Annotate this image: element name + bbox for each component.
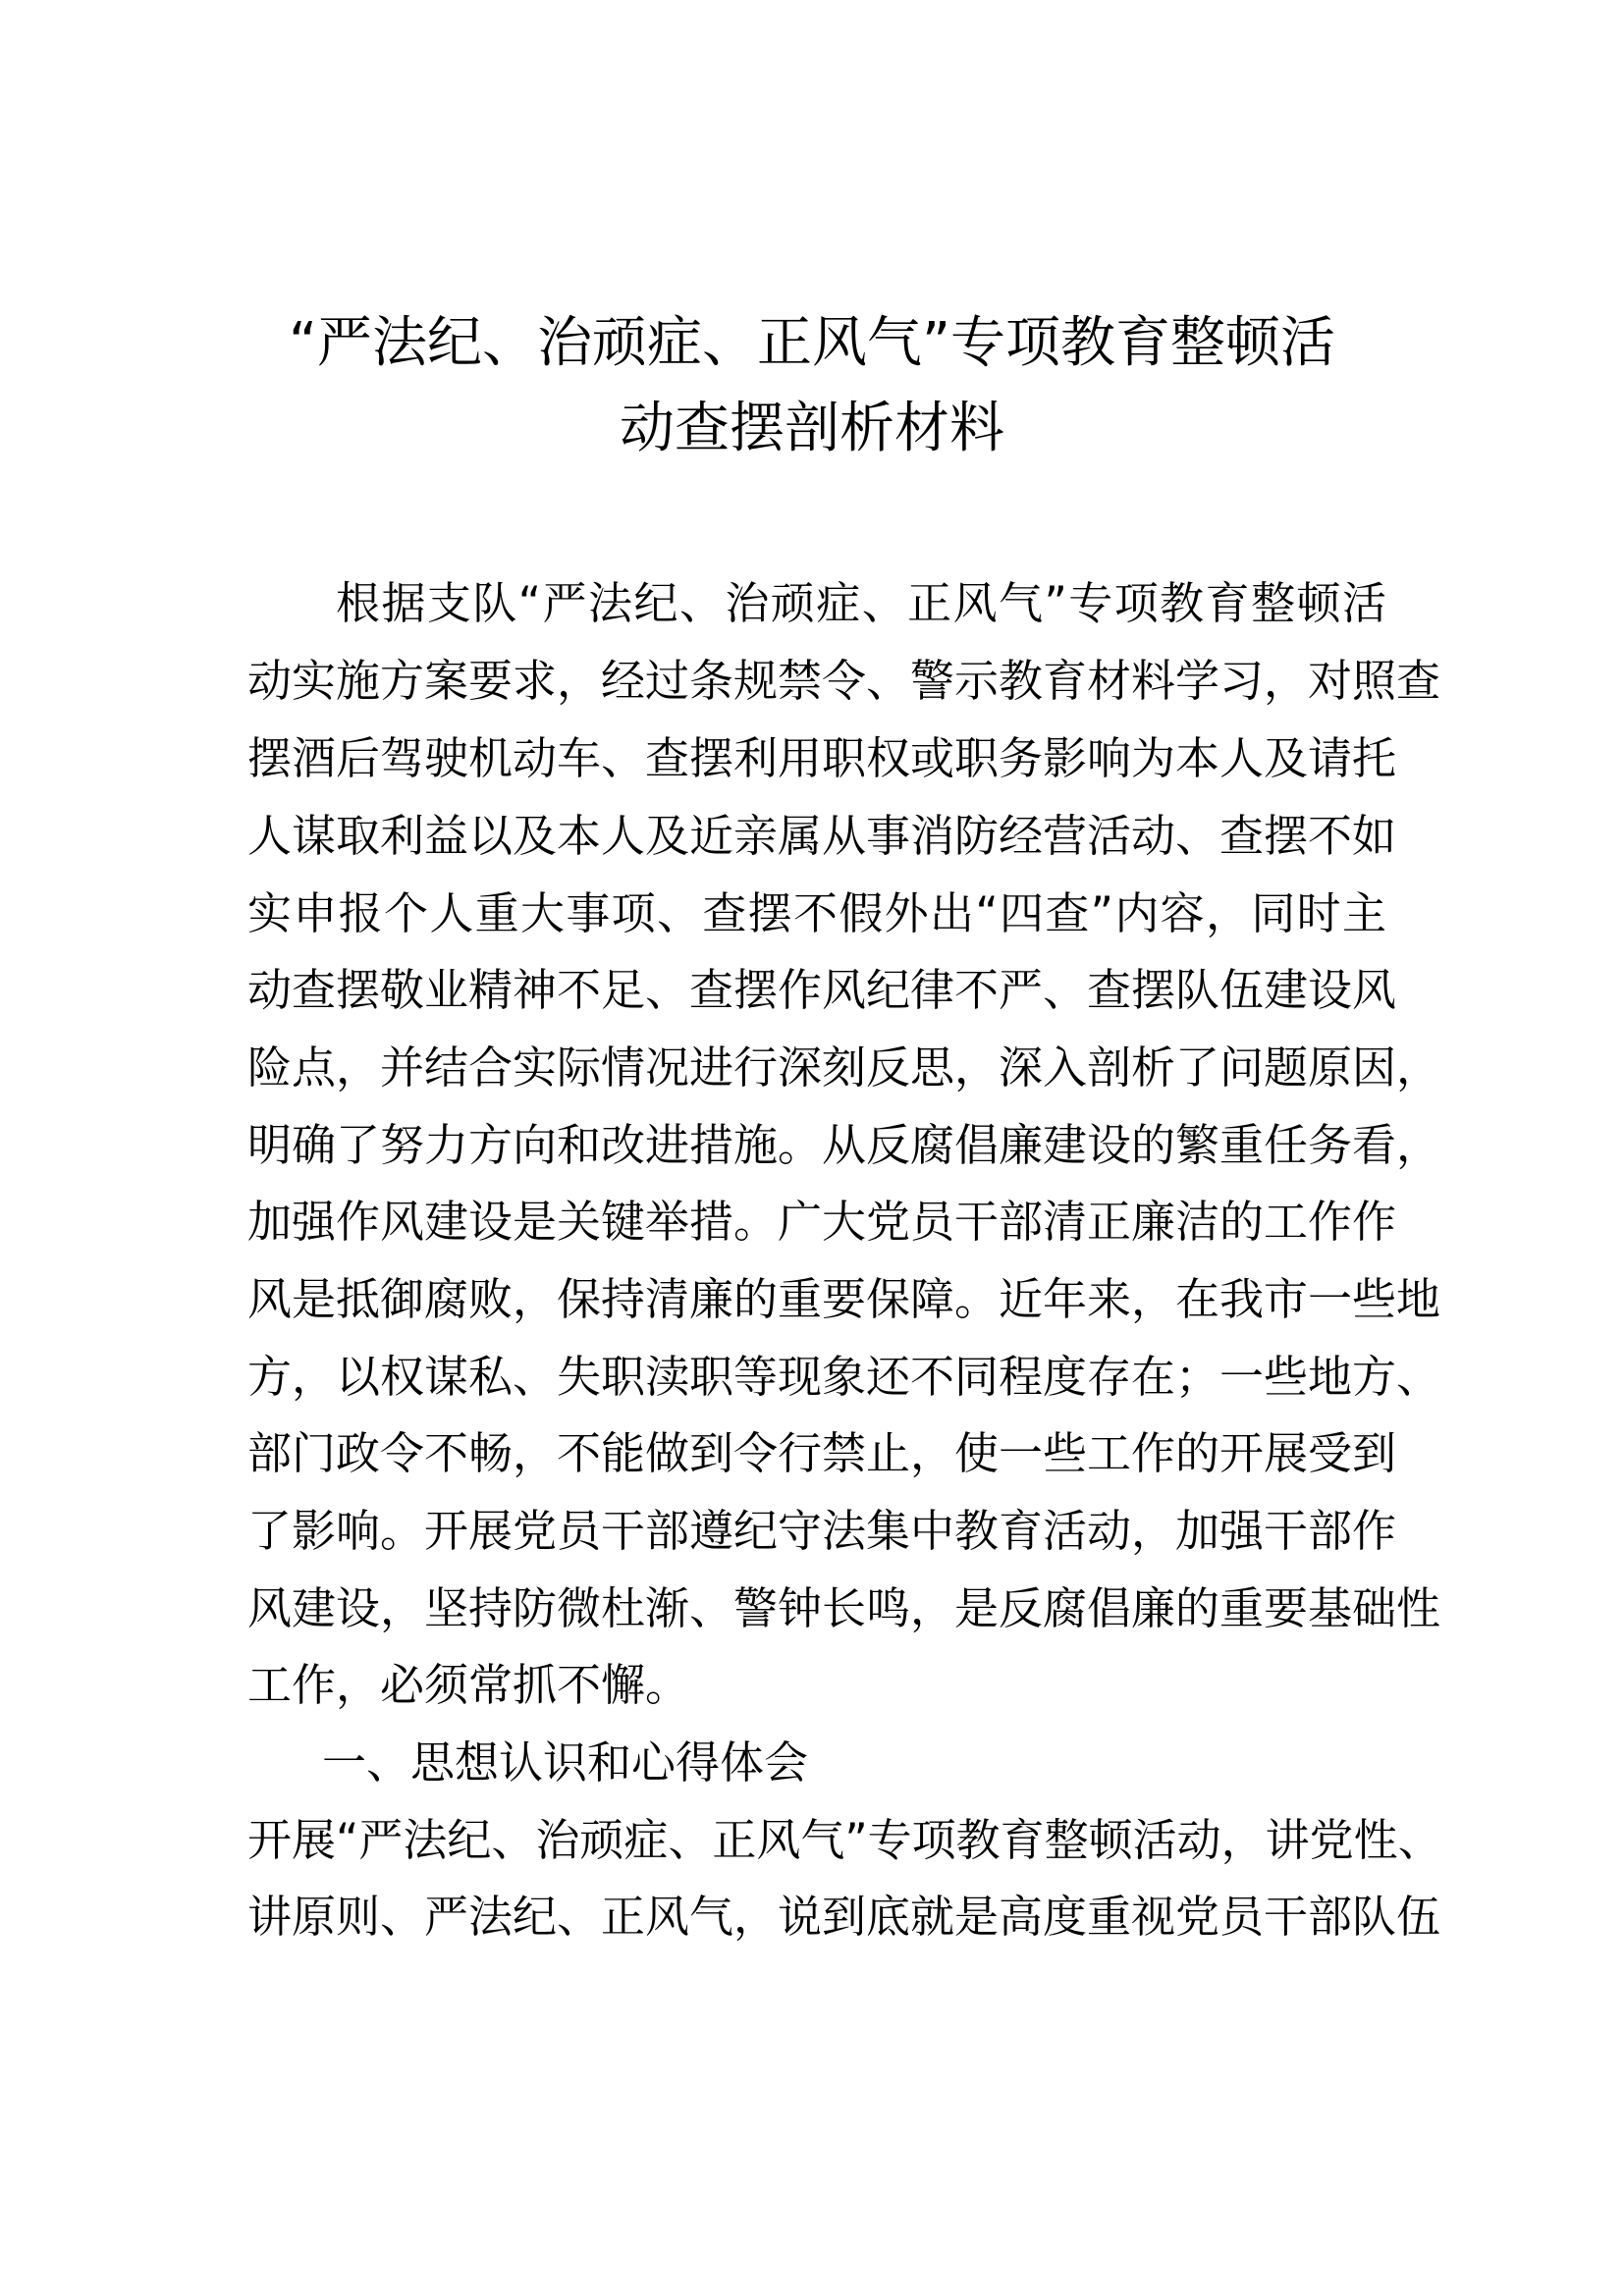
paragraph-line: 方，以权谋私、失职渎职等现象还不同程度存在；一些地方、: [247, 1351, 1441, 1403]
paragraph-line: 风是抵御腐败，保持清廉的重要保障。近年来，在我市一些地: [247, 1273, 1441, 1325]
paragraph-line: 了影响。开展党员干部遵纪守法集中教育活动，加强干部作: [247, 1505, 1397, 1557]
paragraph-line: 险点，并结合实际情况进行深刻反思，深入剖析了问题原因，: [247, 1041, 1441, 1094]
paragraph-line: 实申报个人重大事项、查摆不假外出“四查”内容，同时主: [247, 887, 1386, 939]
title-line: “严法纪、治顽症、正风气”专项教育整顿活: [288, 311, 1336, 375]
paragraph-line: 工作，必须常抓不懈。: [247, 1659, 690, 1711]
paragraph-line: 加强作风建设是关键举措。广大党员干部清正廉洁的工作作: [247, 1196, 1397, 1248]
paragraph-line: 开展“严法纪、治顽症、正风气”专项教育整顿活动，讲党性、: [247, 1814, 1442, 1866]
paragraph-line: 根据支队“严法纪、治顽症、正风气”专项教育整顿活: [336, 577, 1386, 629]
paragraph-line: 摆酒后驾驶机动车、查摆利用职权或职务影响为本人及请托: [247, 732, 1397, 784]
paragraph-line: 动实施方案要求，经过条规禁令、警示教育材料学习，对照查: [247, 655, 1441, 707]
paragraph-line: 动查摆敬业精神不足、查摆作风纪律不严、查摆队伍建设风: [247, 964, 1397, 1016]
paragraph-line: 明确了努力方向和改进措施。从反腐倡廉建设的繁重任务看，: [247, 1119, 1441, 1171]
section-heading: 一、思想认识和心得体会: [322, 1736, 809, 1789]
paragraph-line: 讲原则、严法纪、正风气，说到底就是高度重视党员干部队伍: [247, 1891, 1441, 1943]
paragraph-line: 风建设，坚持防微杜渐、警钟长鸣，是反腐倡廉的重要基础性: [247, 1582, 1441, 1634]
paragraph-line: 部门政令不畅，不能做到令行禁止，使一些工作的开展受到: [247, 1427, 1397, 1479]
title-line: 动查摆剖析材料: [620, 397, 1004, 460]
paragraph-line: 人谋取利益以及本人及近亲属从事消防经营活动、查摆不如: [247, 810, 1397, 862]
